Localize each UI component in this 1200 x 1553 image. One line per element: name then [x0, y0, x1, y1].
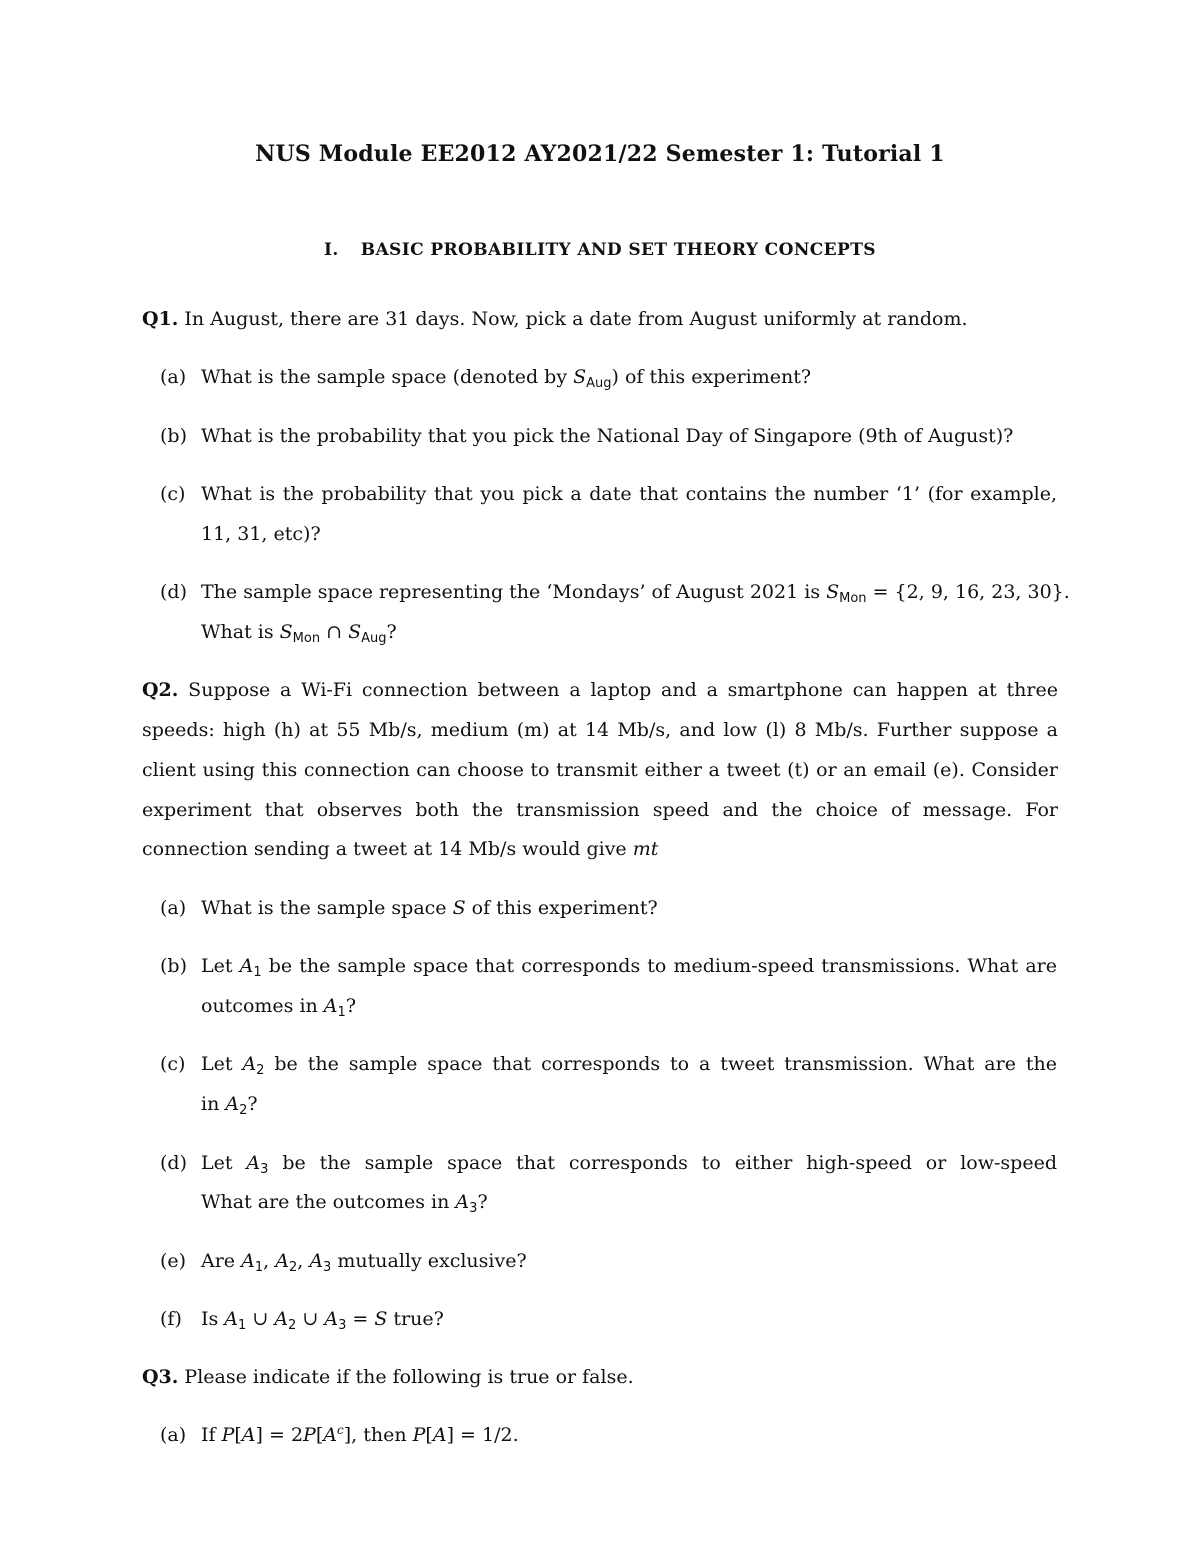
q3-prompt: Q3. Please indicate if the following is true or false. — [142, 1366, 634, 1388]
q2-a-label: (a) — [160, 897, 187, 919]
q2-d-label: (d) — [160, 1152, 187, 1174]
q1-label: Q1. — [142, 308, 179, 330]
q1-d-text-line2: What is $S_{Mon}$ ∩ $S_{Aug}$? — [201, 621, 397, 646]
q2-b-text-line2: outcomes in $A_1$? — [201, 995, 356, 1020]
section-number: I. — [324, 240, 339, 260]
q2-e-text: Are $A_1$, $A_2$, $A_3$ mutually exclusive? — [201, 1250, 527, 1275]
q1-text: In August, there are 31 days. Now, pick a date from August uniformly at random. — [178, 308, 968, 330]
q2-prompt-line3: client using this connection can choose to transmit either a tweet (t) or an email (e). Consider — [142, 759, 1058, 781]
q1-a-text: What is the sample space (denoted by $S_{Aug}$) of this experiment? — [201, 366, 812, 391]
q2-label: Q2. — [142, 679, 179, 701]
q1-b-text: What is the probability that you pick the National Day of Singapore (9th of August)? — [201, 425, 1014, 447]
q3-label: Q3. — [142, 1366, 179, 1388]
q2-c-text-line2: in $A_2$? — [201, 1093, 258, 1118]
q2-a-text: What is the sample space S of this experiment? — [201, 897, 658, 919]
q2-e-label: (e) — [160, 1250, 187, 1272]
q1-c-text-line1: What is the probability that you pick a date that contains the number ‘1’ (for example, — [201, 483, 1057, 505]
q1-c-text-line2: 11, 31, etc)? — [201, 523, 321, 545]
q2-b-text-line1: Let $A_1$ be the sample space that corresponds to medium-speed transmissions. What are — [201, 955, 1057, 978]
q2-d-text-line2: What are the outcomes in $A_3$? — [201, 1191, 488, 1216]
q2-prompt-line2: speeds: high (h) at 55 Mb/s, medium (m) at 14 Mb/s, and low (l) 8 Mb/s. Further suppose a — [142, 719, 1058, 741]
q3-a-label: (a) — [160, 1424, 187, 1446]
q2-c-label: (c) — [160, 1053, 186, 1075]
q1-prompt — [142, 307, 1058, 331]
q1-d-label: (d) — [160, 581, 187, 603]
q3-a-text: If $P[A] = 2P[A^c]$, then P[A] = 1/2. — [201, 1423, 519, 1446]
q2-prompt-line4: experiment that observes both the transmission speed and the choice of message. For — [142, 799, 1058, 821]
q2-f-text: Is $A_1$ ∪ $A_2$ ∪ $A_3 = S$ true? — [201, 1308, 444, 1333]
q2-prompt-line5: connection sending a tweet at 14 Mb/s would give mt — [142, 838, 659, 860]
q1-c-label: (c) — [160, 483, 186, 505]
section-title: BASIC PROBABILITY AND SET THEORY CONCEPTS — [360, 240, 876, 260]
q2-b-label: (b) — [160, 955, 187, 977]
q2-prompt-line1: Q2. Suppose a Wi-Fi connection between a laptop and a smartphone can happen at three — [142, 679, 1058, 701]
q2-f-label: (f) — [160, 1308, 182, 1330]
q2-d-text-line1: Let $A_3$ be the sample space that corresponds to either high-speed or low-speed — [201, 1152, 1057, 1175]
q1-a-label: (a) — [160, 366, 187, 388]
section-heading — [0, 240, 1200, 260]
page-title: NUS Module EE2012 AY2021/22 Semester 1: Tutorial 1 — [255, 141, 945, 167]
q2-c-text-line1: Let $A_2$ be the sample space that corresponds to a tweet transmission. What are the — [201, 1053, 1057, 1076]
q1-b-label: (b) — [160, 425, 187, 447]
q1-d-text-line1: The sample space representing the ‘Mondays’ of August 2021 is $S_{Mon} = \{2$, 9, 16, 23, 30}. — [201, 581, 1070, 606]
